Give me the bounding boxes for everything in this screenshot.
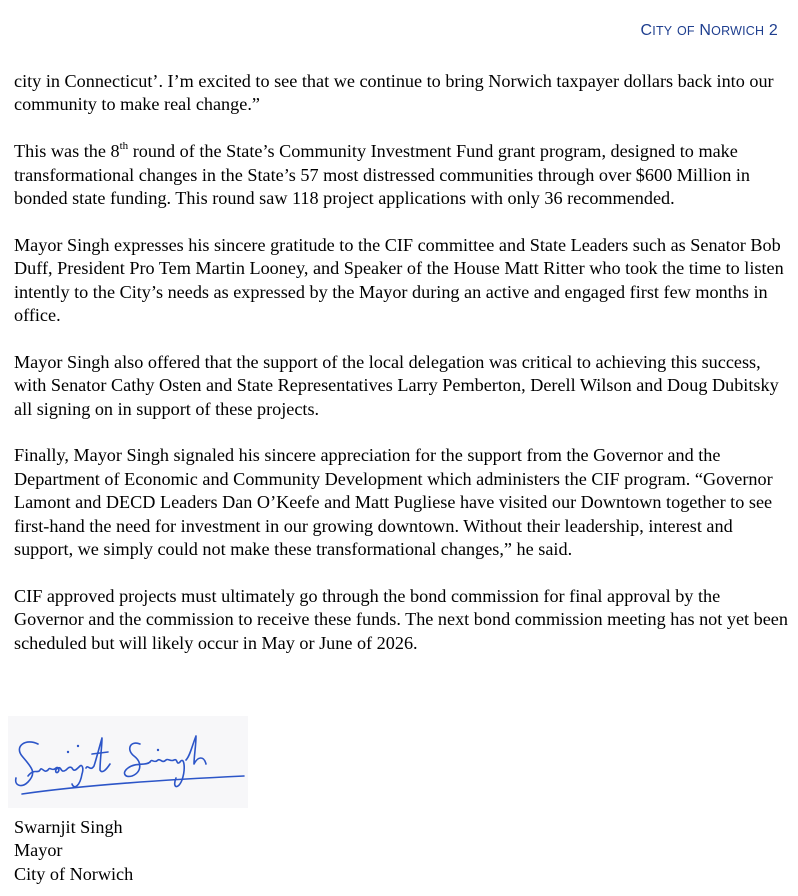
header-city-rest: ITY bbox=[652, 24, 673, 38]
signature-dot bbox=[157, 749, 159, 751]
signature-stroke bbox=[22, 776, 244, 794]
signature-block bbox=[14, 816, 133, 886]
paragraph-3: Mayor Singh expresses his sincere gratitude to the CIF committee and State Leaders such as Senator Bob Duff, President Pro Tem Martin Looney, and Speaker of the House Matt Ritter who took the time to listen intently to the City’s needs as expressed by the Mayor during an active and engaged first few months in office. bbox=[14, 234, 784, 326]
signature-stroke bbox=[150, 759, 184, 786]
header-city-initial: C bbox=[640, 22, 653, 39]
paragraph-5: Finally, Mayor Singh signaled his sincere appreciation for the support from the Governor and the Department of Economic and Community Development which administers the CIF program. “Governor Lamont and DECD Leaders Dan O’Keefe and Matt Pugliese have visited our Downtown together to see first-hand the need for investment in our growing downtown. Without their leadership, interest and support, we simply could not make these transformational changes,” he said. bbox=[14, 445, 773, 560]
handwritten-signature bbox=[8, 716, 248, 808]
signature-stroke bbox=[28, 765, 83, 786]
paragraph-4: Mayor Singh also offered that the support of the local delegation was critical to achieving this success, with Senator Cathy Osten and State Representatives Larry Pemberton, Derell Wilson and Doug Dubitsky all signing on in support of these projects. bbox=[14, 351, 779, 419]
paragraph-2-start: This was the 8 bbox=[14, 141, 120, 162]
paragraph-2-rest: round of the State’s Community Investment Fund grant program, designed to make transformational changes in the State’s 57 most distressed communities through over $600 Million in bonded state funding. This round saw 118 project applications with only 36 recommended. bbox=[14, 141, 750, 209]
header-name-initial: N bbox=[699, 22, 712, 39]
signature-stroke bbox=[16, 742, 38, 786]
header-name-rest: ORWICH bbox=[711, 24, 765, 38]
signature-stroke bbox=[86, 738, 110, 772]
signature-dot bbox=[67, 751, 69, 753]
signer-organization: City of Norwich bbox=[14, 863, 134, 884]
paragraph-6: CIF approved projects must ultimately go through the bond commission for final approval by the Governor and the commission to receive these funds. The next bond commission meeting has not yet been scheduled but will likely occur in May or June of 2026. bbox=[14, 585, 788, 653]
signer-title: Mayor bbox=[14, 840, 63, 861]
signature-drawing bbox=[8, 716, 248, 808]
signature-stroke bbox=[92, 752, 108, 754]
paragraph-2 bbox=[14, 140, 790, 210]
page-header bbox=[641, 22, 778, 40]
ordinal-suffix: th bbox=[119, 140, 129, 153]
paragraph-1: city in Connecticut’. I’m excited to see that we continue to bring Norwich taxpayer dollars back into our community to make real change.” bbox=[14, 71, 774, 115]
header-of: OF bbox=[676, 24, 695, 38]
document-body bbox=[14, 70, 790, 678]
signature-dot bbox=[77, 745, 79, 747]
page-number: 2 bbox=[768, 22, 778, 39]
signature-stroke bbox=[186, 736, 206, 764]
signature-stroke bbox=[125, 743, 150, 776]
signer-name: Swarnjit Singh bbox=[14, 817, 123, 837]
